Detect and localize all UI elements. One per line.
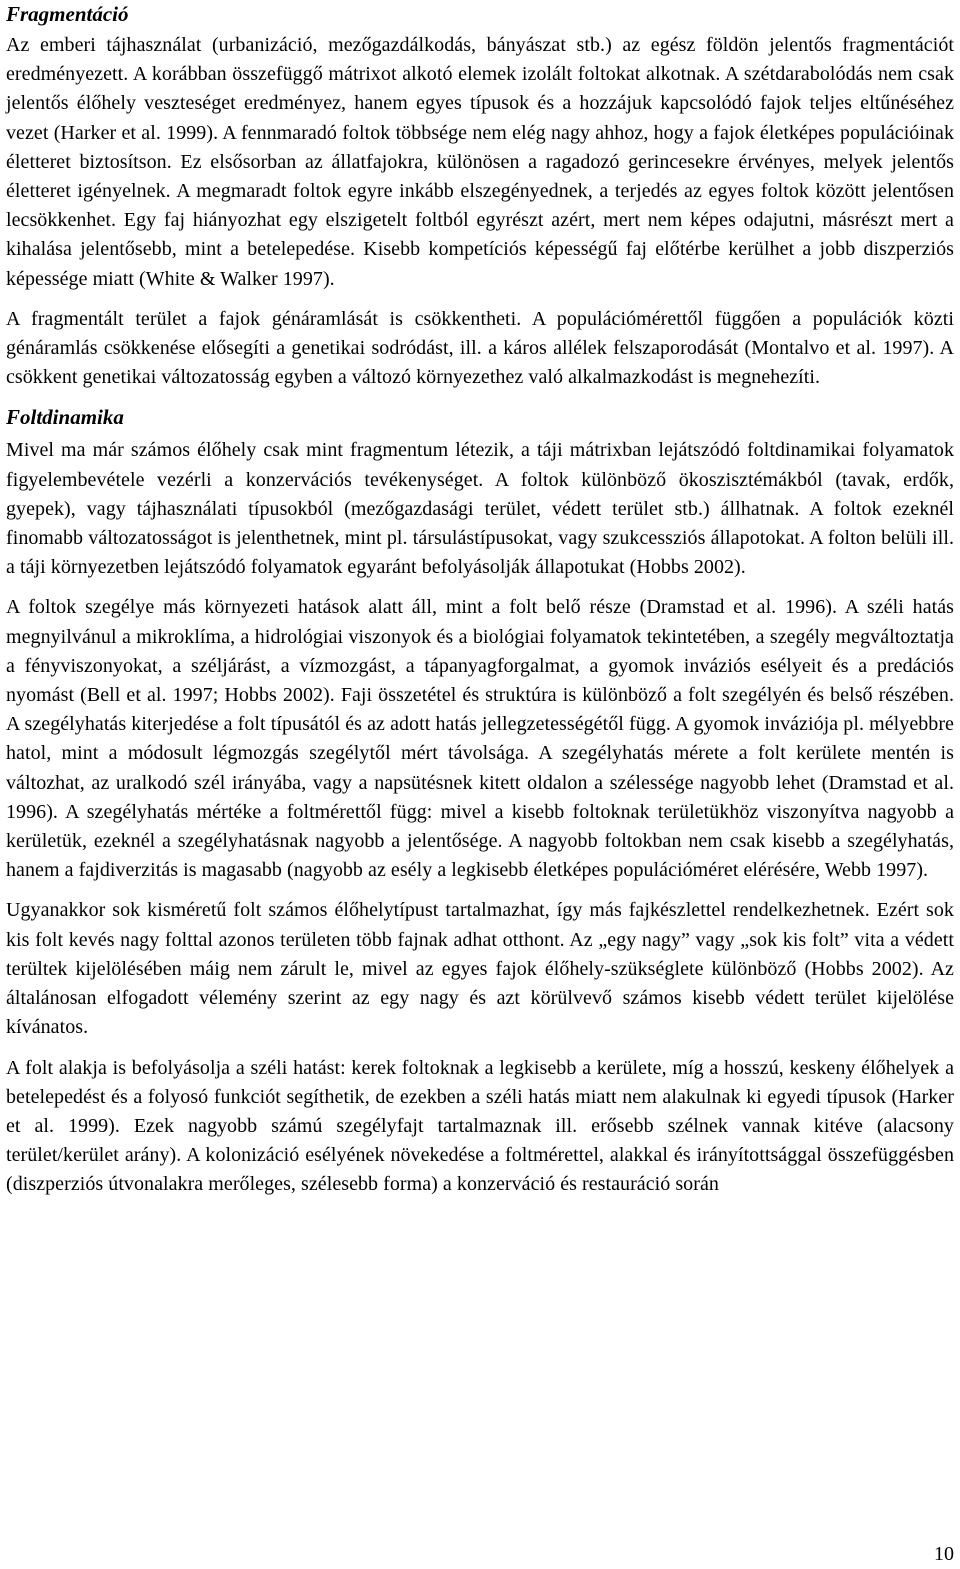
paragraph: A foltok szegélye más környezeti hatások alatt áll, mint a folt belő része (Dramstad et al. 1996). A széli hatás megnyilvánul a mikroklíma, a hidrológiai viszonyok és a biológiai folyamatok tekintetében, a szegély megváltoztatja a fényviszonyokat, a széljárást, a vízmozgást, a tápanyagforgalmat, a gyomok inváziós esélyeit és a predációs nyomást (Bell et al. 1997; Hobbs 2002). Faji összetétel és struktúra is különböző a folt szegélyén és belső részében. A szegélyhatás kiterjedése a folt típusától és az adott hatás jellegzetességétől függ. A gyomok inváziója pl. mélyebbre hatol, mint a módosult légmozgás szegélytől mért távolsága. A szegélyhatás mérete a folt kerülete mentén is változhat, az uralkodó szél irányába, vagy a napsütésnek kitett oldalon a szélessége nagyobb lehet (Dramstad et al. 1996). A szegélyhatás mértéke a foltmérettől függ: mivel a kisebb foltoknak területükhöz viszonyítva nagyobb a kerületük, ezeknél a szegélyhatásnak nagyobb a jelentősége. A nagyobb foltokban nem csak kisebb a szegélyhatás, hanem a fajdiverzitás is magasabb (nagyobb az esély a legkisebb életképes populációméret elérésére, Webb 1997). <box>6 596 954 882</box>
paragraph: Ugyanakkor sok kisméretű folt számos élőhelytípust tartalmazhat, így más fajkészlettel rendelkezhetnek. Ezért sok kis folt kevés nagy folttal azonos területen több fajnak adhat otthont. Az „egy nagy” vagy „sok kis folt” vita a védett terültek kijelölésében máig nem zárult le, mivel az egyes fajok élőhely-szükséglete különböző (Hobbs 2002). Az általánosan elfogadott vélemény szerint az egy nagy és azt körülvevő számos kisebb védett terület kijelölése kívánatos. <box>6 899 954 1039</box>
page-number: 10 <box>934 1543 954 1565</box>
paragraph: A fragmentált terület a fajok génáramlását is csökkentheti. A populációmérettől függően a populációk közti génáramlás csökkenése elősegíti a genetikai sodródást, ill. a káros allélek felszaporodását (Montalvo et al. 1997). A csökkent genetikai változatosság egyben a változó környezethez való alkalmazkodást is megnehezíti. <box>6 307 954 389</box>
paragraph: Mivel ma már számos élőhely csak mint fragmentum létezik, a táji mátrixban lejátszódó foltdinamikai folyamatok figyelembevétele vezérli a konzervációs tevékenységet. A foltok különböző ökoszisztémákból (tavak, erdők, gyepek), vagy tájhasználati típusokból (mezőgazdasági terület, védett terület stb.) állhatnak. A foltok ezeknél finomabb változatosságot is jelenthetnek, mint pl. társulástípusokat, vagy szukcessziós állapotokat. A folton belüli ill. a táji környezetben lejátszódó folyamatok egyaránt befolyásolják állapotukat (Hobbs 2002). <box>6 439 954 579</box>
section-heading-foltdinamika: Foltdinamika <box>6 405 124 430</box>
section-heading-fragmentacio: Fragmentáció <box>6 2 129 26</box>
paragraph: A folt alakja is befolyásolja a széli hatást: kerek foltoknak a legkisebb a kerülete, míg a hosszú, keskeny élőhelyek a betelepedést és a folyosó funkciót segíthetik, de ezekben a széli hatás miatt nem alakulnak ki egyedi típusok (Harker et al. 1999). Ezek nagyobb számú szegélyfajt tartalmaznak ill. erősebb szélnek vannak kitéve (alacsony terület/kerület arány). A kolonizáció esélyének növekedése a foltmérettel, alakkal és irányítottsággal összefüggésben (diszperziós útvonalakra merőleges, szélesebb forma) a konzerváció és restauráció során <box>6 1056 954 1196</box>
document-page <box>6 0 954 1211</box>
paragraph: Az emberi tájhasználat (urbanizáció, mezőgazdálkodás, bányászat stb.) az egész földön jelentős fragmentációt eredményezett. A korábban összefüggő mátrixot alkotó elemek izolált foltokat alkotnak. A szétdarabolódás nem csak jelentős élőhely veszteséget eredményez, hanem egyes típusok és a hozzájuk kapcsolódó fajok teljes eltűnéséhez vezet (Harker et al. 1999). A fennmaradó foltok többsége nem elég nagy ahhoz, hogy a fajok életképes populációinak életteret biztosítson. Ez elsősorban az állatfajokra, különösen a ragadozó gerincesekre érvényes, melyek jelentős életteret igényelnek. A megmaradt foltok egyre inkább elszegényednek, a terjedés az egyes foltok között jelentősen lecsökkenhet. Egy faj hiányozhat egy elszigetelt foltból egyrészt azért, mert nem képes odajutni, másrészt mert a kihalása jelentősebb, mint a betelepedése. Kisebb kompetíciós képességű faj előtérbe kerülhet a jobb diszperziós képessége miatt (White & Walker 1997). <box>6 34 954 290</box>
